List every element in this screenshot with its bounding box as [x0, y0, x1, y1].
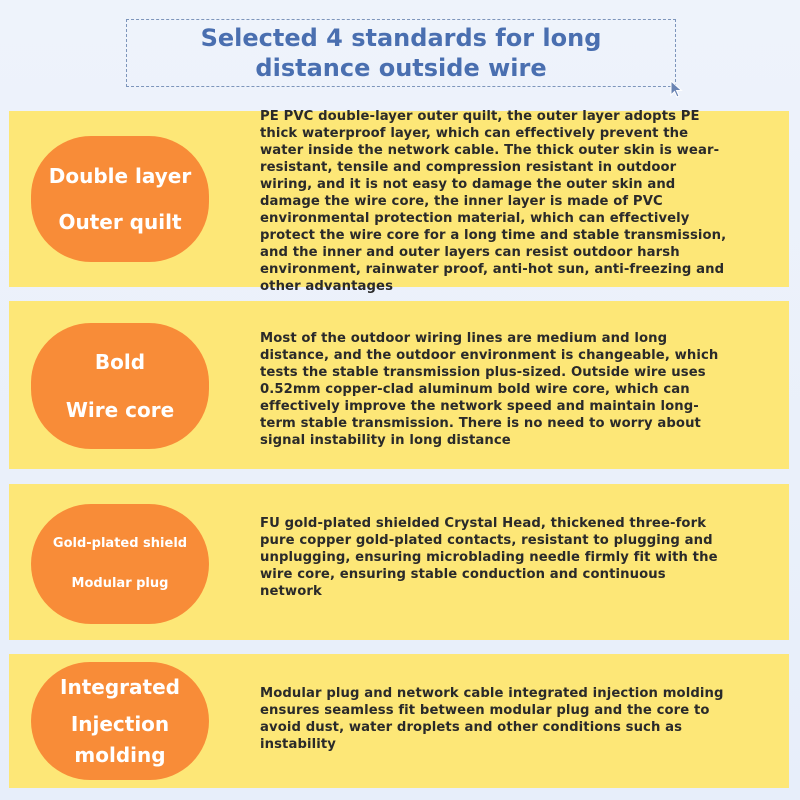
badge-line-1: Bold [94, 350, 146, 374]
badge-line-2: Outer quilt [58, 210, 182, 234]
badge-injection-molding [31, 662, 209, 780]
badge-wire-core [31, 323, 209, 449]
badge-line-2: Injection [70, 711, 170, 736]
feature-description: FU gold-plated shielded Crystal Head, thickened three-fork pure copper gold-plated contacts, resistant to plugging and unplugging, ensuring microblading needle firmly fit with the wire core, ensuring stable conduction and continuous network [260, 516, 718, 599]
badge-line-3: molding [74, 742, 166, 767]
badge-line-2: Modular plug [71, 576, 169, 591]
title-box [126, 19, 676, 87]
feature-card-outer-quilt [9, 109, 789, 294]
badge-line-1: Integrated [60, 674, 180, 699]
badge-line-1: Double layer [48, 164, 192, 188]
title-line-2: distance outside wire [255, 54, 547, 82]
badge-modular-plug [31, 504, 209, 624]
feature-description: Most of the outdoor wiring lines are medium and long distance, and the outdoor environment is changeable, which tests the stable transmission plus-sized. Outside wire uses 0.52mm copper-clad aluminum bold wire core, which can effectively improve the network speed and maintain long-term stable transmission. There is no need to worry about signal instability in long distance [260, 331, 719, 448]
badge-line-2: Wire core [65, 398, 175, 422]
title-line-1: Selected 4 standards for long [200, 24, 602, 52]
mouse-cursor-icon [670, 80, 684, 98]
feature-description: Modular plug and network cable integrated injection molding ensures seamless fit between modular plug and the core to avoid dust, water droplets and other conditions such as instability [260, 686, 724, 752]
badge-outer-quilt [31, 136, 209, 262]
feature-card-wire-core [9, 301, 789, 469]
badge-line-1: Gold-plated shield [52, 536, 188, 551]
feature-card-modular-plug [9, 484, 789, 640]
feature-description: PE PVC double-layer outer quilt, the outer layer adopts PE thick waterproof layer, which can effectively prevent the water inside the network cable. The thick outer skin is wear-resistant, tensile and compression resistant in outdoor wiring, and it is not easy to damage the outer skin and damage the wire core, the inner layer is made of PVC environmental protection material, which can effectively protect the wire core for a long time and stable transmission, and the inner and outer layers can resist outdoor harsh environment, rainwater proof, anti-hot sun, anti-freezing and other advantages [260, 109, 727, 294]
feature-card-injection-molding [9, 654, 789, 788]
